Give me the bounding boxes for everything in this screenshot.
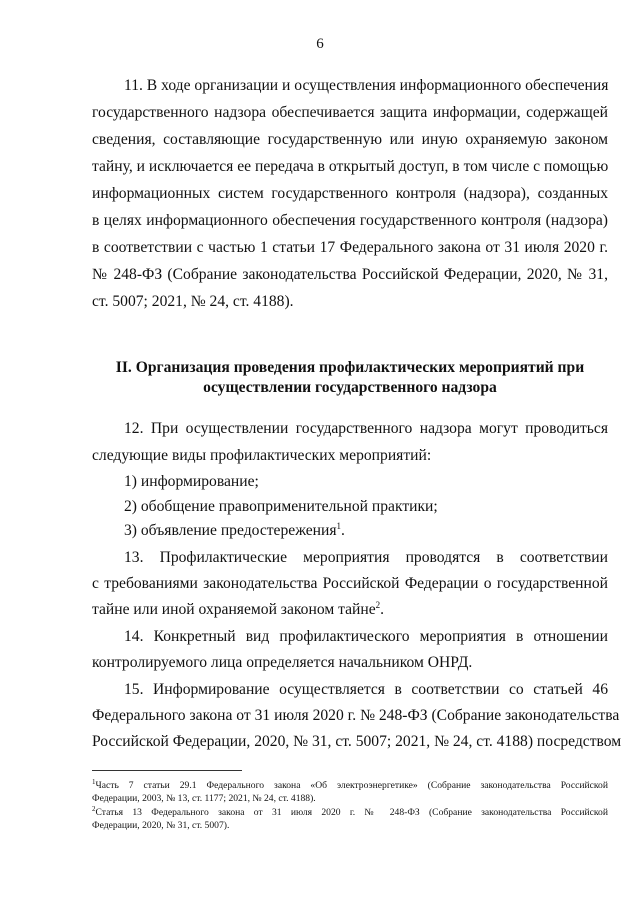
paragraph-line: сведения, составляющие государственную или иную охраняемую законом bbox=[92, 131, 608, 148]
paragraph-line: контролируемого лица определяется начальником ОНРД. bbox=[92, 654, 473, 671]
paragraph-line: Федерального закона от 31 июля 2020 г. № 248-ФЗ (Собрание законодательства bbox=[92, 707, 620, 724]
footnote-ref[interactable]: 1 bbox=[336, 520, 342, 531]
paragraph-line: государственного надзора обеспечивается защита информации, содержащей bbox=[92, 104, 608, 121]
footnote-text: Часть 7 статьи 29.1 Федерального закона «Об электроэнергетике» (Собрание законодательства Российской bbox=[95, 780, 608, 791]
paragraph-line: Российской Федерации, 2020, № 31, ст. 5007; 2021, № 24, ст. 4188) посредством bbox=[92, 733, 622, 750]
footnote-ref[interactable]: 2 bbox=[375, 599, 381, 610]
paragraph-end: . bbox=[380, 601, 385, 618]
paragraph-line: 12. При осуществлении государственного надзора могут проводиться bbox=[124, 420, 608, 437]
heading-line-2: осуществлении государственного надзора bbox=[203, 379, 497, 396]
list-item-text: 3) объявление предостережения bbox=[124, 522, 337, 539]
paragraph-line: информационных систем государственного контроля (надзора), созданных bbox=[92, 185, 608, 202]
paragraph-line: 13. Профилактические мероприятия проводятся в соответствии bbox=[124, 549, 608, 566]
paragraph-line: тайну, и исключается ее передача в открытый доступ, в том числе с помощью bbox=[92, 158, 609, 175]
paragraph-line bbox=[92, 600, 384, 620]
footnote-line bbox=[92, 806, 608, 819]
footnote-line: Федерации, 2003, № 13, ст. 1177; 2021, № 24, ст. 4188). bbox=[92, 793, 316, 804]
paragraph-line: № 248-ФЗ (Собрание законодательства Российской Федерации, 2020, № 31, bbox=[92, 266, 608, 283]
footnote-separator bbox=[92, 770, 242, 771]
footnote-marker: 1 bbox=[92, 777, 96, 786]
paragraph-line: 15. Информирование осуществляется в соответствии со статьей 46 bbox=[124, 681, 608, 698]
paragraph-line: следующие виды профилактических мероприятий: bbox=[92, 447, 432, 464]
paragraph-text: тайне или иной охраняемой законом тайне bbox=[92, 601, 376, 618]
heading-line-1: II. Организация проведения профилактических мероприятий при bbox=[115, 359, 585, 376]
paragraph-line: 14. Конкретный вид профилактического мероприятия в отношении bbox=[124, 628, 608, 645]
list-item: 2) обобщение правоприменительной практики; bbox=[124, 498, 438, 515]
paragraph-line: в целях информационного обеспечения государственного контроля (надзора) bbox=[92, 212, 608, 229]
paragraph-line: 11. В ходе организации и осуществления информационного обеспечения bbox=[124, 77, 609, 94]
list-item: 1) информирование; bbox=[124, 473, 259, 490]
list-item bbox=[124, 521, 345, 541]
footnote-line bbox=[92, 779, 608, 792]
page-number: 6 bbox=[316, 36, 324, 52]
footnote-text: Статья 13 Федерального закона от 31 июля 2020 г. № 248-ФЗ (Собрание законодательства Российской bbox=[95, 807, 608, 818]
footnote-marker: 2 bbox=[92, 804, 96, 813]
footnote-line: Федерации, 2020, № 31, ст. 5007). bbox=[92, 820, 230, 831]
paragraph-line: в соответствии с частью 1 статьи 17 Федерального закона от 31 июля 2020 г. bbox=[92, 239, 608, 256]
paragraph-line: ст. 5007; 2021, № 24, ст. 4188). bbox=[92, 293, 294, 310]
list-item-end: . bbox=[341, 522, 345, 539]
paragraph-line: с требованиями законодательства Российской Федерации о государственной bbox=[92, 575, 608, 592]
